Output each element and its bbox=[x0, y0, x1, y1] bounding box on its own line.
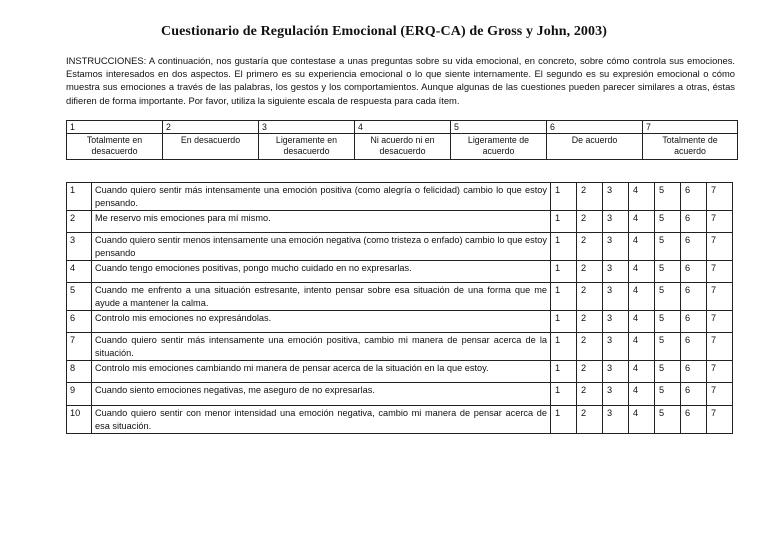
response-option[interactable]: 3 bbox=[603, 183, 629, 211]
scale-number: 4 bbox=[355, 121, 451, 134]
response-option[interactable]: 7 bbox=[707, 283, 733, 311]
response-option[interactable]: 7 bbox=[707, 383, 733, 406]
response-option[interactable]: 1 bbox=[551, 406, 577, 434]
response-option[interactable]: 4 bbox=[629, 406, 655, 434]
response-option[interactable]: 1 bbox=[551, 333, 577, 361]
response-option[interactable]: 6 bbox=[681, 283, 707, 311]
response-option[interactable]: 2 bbox=[577, 311, 603, 333]
response-option[interactable]: 3 bbox=[603, 406, 629, 434]
response-option[interactable]: 1 bbox=[551, 233, 577, 261]
response-option[interactable]: 3 bbox=[603, 383, 629, 406]
response-option[interactable]: 3 bbox=[603, 361, 629, 383]
scale-label: Ligeramente en desacuerdo bbox=[259, 134, 355, 160]
item-text: Cuando tengo emociones positivas, pongo mucho cuidado en no expresarlas. bbox=[92, 261, 551, 283]
response-option[interactable]: 5 bbox=[655, 361, 681, 383]
response-option[interactable]: 1 bbox=[551, 361, 577, 383]
response-option[interactable]: 1 bbox=[551, 283, 577, 311]
item-row bbox=[67, 406, 733, 434]
questionnaire-title: Cuestionario de Regulación Emocional (ERQ-CA) de Gross y John, 2003) bbox=[161, 24, 607, 39]
instructions-paragraph: INSTRUCCIONES: A continuación, nos gustaría que contestase a unas preguntas sobre su vida emocional, en concreto, sobre cómo controla sus emociones. Estamos interesados en dos aspectos. El primero es su experiencia emocional o lo que siente internamente. El segundo es su expresión emocional o cómo muestra sus emociones a través de las palabras, los gestos y los comportamientos. Aunque algunas de las cuestiones pueden parecer similares a otras, éstas difieren de forma importante. Por favor, utiliza la siguiente escala de respuesta para cada ítem. bbox=[66, 55, 735, 106]
item-text: Controlo mis emociones no expresándolas. bbox=[92, 311, 551, 333]
response-option[interactable]: 4 bbox=[629, 283, 655, 311]
response-option[interactable]: 4 bbox=[629, 383, 655, 406]
item-number: 1 bbox=[67, 183, 92, 211]
response-option[interactable]: 4 bbox=[629, 333, 655, 361]
item-number: 4 bbox=[67, 261, 92, 283]
item-number: 2 bbox=[67, 211, 92, 233]
item-row bbox=[67, 283, 733, 311]
scale-number: 3 bbox=[259, 121, 355, 134]
scale-number: 7 bbox=[643, 121, 738, 134]
response-option[interactable]: 4 bbox=[629, 261, 655, 283]
response-option[interactable]: 7 bbox=[707, 261, 733, 283]
item-text: Cuando quiero sentir con menor intensidad una emoción negativa, cambio mi manera de pensar acerca de esa situación. bbox=[92, 406, 551, 434]
response-option[interactable]: 3 bbox=[603, 261, 629, 283]
response-option[interactable]: 2 bbox=[577, 361, 603, 383]
item-text: Cuando siento emociones negativas, me aseguro de no expresarlas. bbox=[92, 383, 551, 406]
scale-label-row bbox=[67, 134, 738, 160]
item-text: Cuando me enfrento a una situación estresante, intento pensar sobre esa situación de una forma que me ayude a mantener la calma. bbox=[92, 283, 551, 311]
item-number: 6 bbox=[67, 311, 92, 333]
scale-label: En desacuerdo bbox=[163, 134, 259, 160]
response-option[interactable]: 1 bbox=[551, 261, 577, 283]
response-option[interactable]: 6 bbox=[681, 233, 707, 261]
response-option[interactable]: 7 bbox=[707, 361, 733, 383]
response-option[interactable]: 2 bbox=[577, 333, 603, 361]
item-row bbox=[67, 311, 733, 333]
scale-label: Totalmente de acuerdo bbox=[643, 134, 738, 160]
response-scale-table bbox=[66, 120, 738, 160]
response-option[interactable]: 2 bbox=[577, 211, 603, 233]
response-option[interactable]: 3 bbox=[603, 333, 629, 361]
response-option[interactable]: 7 bbox=[707, 333, 733, 361]
item-row bbox=[67, 233, 733, 261]
response-option[interactable]: 3 bbox=[603, 211, 629, 233]
response-option[interactable]: 7 bbox=[707, 311, 733, 333]
response-option[interactable]: 6 bbox=[681, 406, 707, 434]
item-number: 10 bbox=[67, 406, 92, 434]
response-option[interactable]: 7 bbox=[707, 211, 733, 233]
item-text: Cuando quiero sentir más intensamente una emoción positiva, cambio mi manera de pensar acerca de la situación. bbox=[92, 333, 551, 361]
scale-label: De acuerdo bbox=[547, 134, 643, 160]
response-option[interactable]: 5 bbox=[655, 211, 681, 233]
response-option[interactable]: 7 bbox=[707, 183, 733, 211]
response-option[interactable]: 2 bbox=[577, 283, 603, 311]
response-option[interactable]: 5 bbox=[655, 333, 681, 361]
response-option[interactable]: 2 bbox=[577, 233, 603, 261]
item-text: Controlo mis emociones cambiando mi manera de pensar acerca de la situación en la que estoy. bbox=[92, 361, 551, 383]
item-row bbox=[67, 383, 733, 406]
response-option[interactable]: 2 bbox=[577, 261, 603, 283]
item-text: Cuando quiero sentir menos intensamente una emoción negativa (como tristeza o enfado) cambio lo que estoy pensando bbox=[92, 233, 551, 261]
scale-number: 6 bbox=[547, 121, 643, 134]
response-option[interactable]: 2 bbox=[577, 383, 603, 406]
response-option[interactable]: 6 bbox=[681, 311, 707, 333]
response-option[interactable]: 7 bbox=[707, 233, 733, 261]
scale-label: Totalmente en desacuerdo bbox=[67, 134, 163, 160]
response-option[interactable]: 5 bbox=[655, 283, 681, 311]
item-text: Cuando quiero sentir más intensamente una emoción positiva (como alegría o felicidad) cambio lo que estoy pensando. bbox=[92, 183, 551, 211]
response-option[interactable]: 2 bbox=[577, 183, 603, 211]
scale-number: 5 bbox=[451, 121, 547, 134]
response-option[interactable]: 5 bbox=[655, 383, 681, 406]
response-option[interactable]: 6 bbox=[681, 333, 707, 361]
item-number: 3 bbox=[67, 233, 92, 261]
scale-number: 2 bbox=[163, 121, 259, 134]
scale-number-row bbox=[67, 121, 738, 134]
item-row bbox=[67, 361, 733, 383]
item-row bbox=[67, 261, 733, 283]
item-text: Me reservo mis emociones para mí mismo. bbox=[92, 211, 551, 233]
scale-label: Ligeramente de acuerdo bbox=[451, 134, 547, 160]
item-row bbox=[67, 333, 733, 361]
item-number: 9 bbox=[67, 383, 92, 406]
response-option[interactable]: 5 bbox=[655, 233, 681, 261]
response-option[interactable]: 6 bbox=[681, 361, 707, 383]
response-option[interactable]: 6 bbox=[681, 261, 707, 283]
item-number: 8 bbox=[67, 361, 92, 383]
response-option[interactable]: 1 bbox=[551, 211, 577, 233]
response-option[interactable]: 5 bbox=[655, 311, 681, 333]
response-option[interactable]: 6 bbox=[681, 211, 707, 233]
item-number: 7 bbox=[67, 333, 92, 361]
response-option[interactable]: 1 bbox=[551, 311, 577, 333]
response-option[interactable]: 5 bbox=[655, 261, 681, 283]
response-option[interactable]: 1 bbox=[551, 383, 577, 406]
response-option[interactable]: 3 bbox=[603, 283, 629, 311]
response-option[interactable]: 4 bbox=[629, 311, 655, 333]
response-option[interactable]: 5 bbox=[655, 406, 681, 434]
response-option[interactable]: 7 bbox=[707, 406, 733, 434]
item-row bbox=[67, 183, 733, 211]
response-option[interactable]: 3 bbox=[603, 311, 629, 333]
response-option[interactable]: 6 bbox=[681, 383, 707, 406]
response-option[interactable]: 4 bbox=[629, 361, 655, 383]
response-option[interactable]: 6 bbox=[681, 183, 707, 211]
response-option[interactable]: 1 bbox=[551, 183, 577, 211]
items-table bbox=[66, 182, 733, 434]
response-option[interactable]: 3 bbox=[603, 233, 629, 261]
item-number: 5 bbox=[67, 283, 92, 311]
response-option[interactable]: 4 bbox=[629, 183, 655, 211]
scale-label: Ni acuerdo ni en desacuerdo bbox=[355, 134, 451, 160]
response-option[interactable]: 5 bbox=[655, 183, 681, 211]
item-row bbox=[67, 211, 733, 233]
response-option[interactable]: 4 bbox=[629, 233, 655, 261]
response-option[interactable]: 4 bbox=[629, 211, 655, 233]
scale-number: 1 bbox=[67, 121, 163, 134]
response-option[interactable]: 2 bbox=[577, 406, 603, 434]
